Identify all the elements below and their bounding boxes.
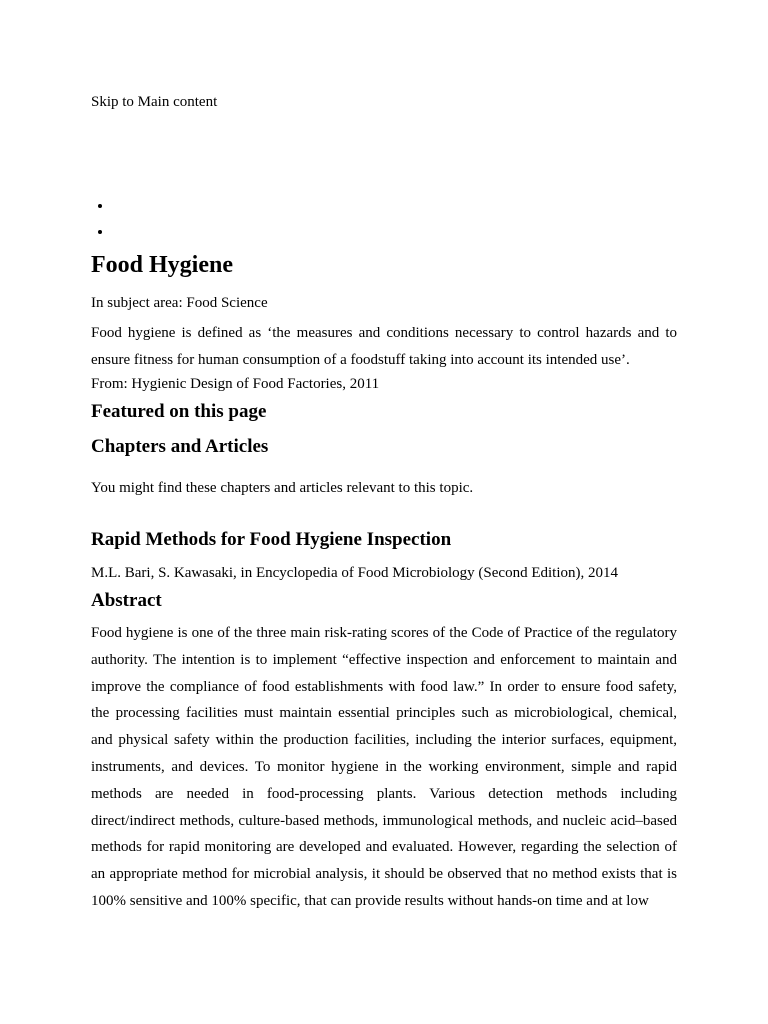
chapters-intro: You might find these chapters and articles relevant to this topic.: [91, 480, 474, 496]
skip-to-main-link[interactable]: Skip to Main content: [91, 94, 218, 110]
page-title: Food Hygiene: [91, 252, 233, 278]
abstract-heading: Abstract: [91, 590, 162, 611]
chapters-heading: Chapters and Articles: [91, 436, 269, 457]
article-title-link[interactable]: Rapid Methods for Food Hygiene Inspection: [91, 529, 452, 550]
subject-area: In subject area: Food Science: [91, 295, 268, 311]
article-title: [91, 528, 451, 552]
featured-heading: Featured on this page: [91, 401, 267, 422]
nav-bullet-list: [91, 196, 113, 248]
topic-definition: Food hygiene is defined as ‘the measures and conditions necessary to control hazards and to ensure fitness for human consumption of a foodstuff taking into account its intended use’.: [91, 325, 677, 368]
article-authors: M.L. Bari, S. Kawasaki, in Encyclopedia of Food Microbiology (Second Edition), 2014: [91, 565, 618, 581]
definition-source: From: Hygienic Design of Food Factories, 2011: [91, 376, 380, 392]
abstract-text: Food hygiene is one of the three main risk-rating scores of the Code of Practice of the regulatory authority. The intention is to implement “effective inspection and enforcement to maintain and improve the compliance of food establishments with food law.” In order to ensure food safety, the processing facilities must maintain essential principles such as microbiological, chemical, and physical safety within the production facilities, including the interior surfaces, equipment, instruments, and devices. To monitor hygiene in the working environment, simple and rapid methods are needed in food-processing plants. Various detection methods including direct/indirect methods, culture-based methods, immunological methods, and nucleic acid–based methods for rapid monitoring are developed and evaluated. However, regarding the selection of an appropriate method for microbial analysis, it should be observed that no method exists that is 100% sensitive and 100% specific, that can provide results without hands-on time and at low: [91, 625, 677, 909]
